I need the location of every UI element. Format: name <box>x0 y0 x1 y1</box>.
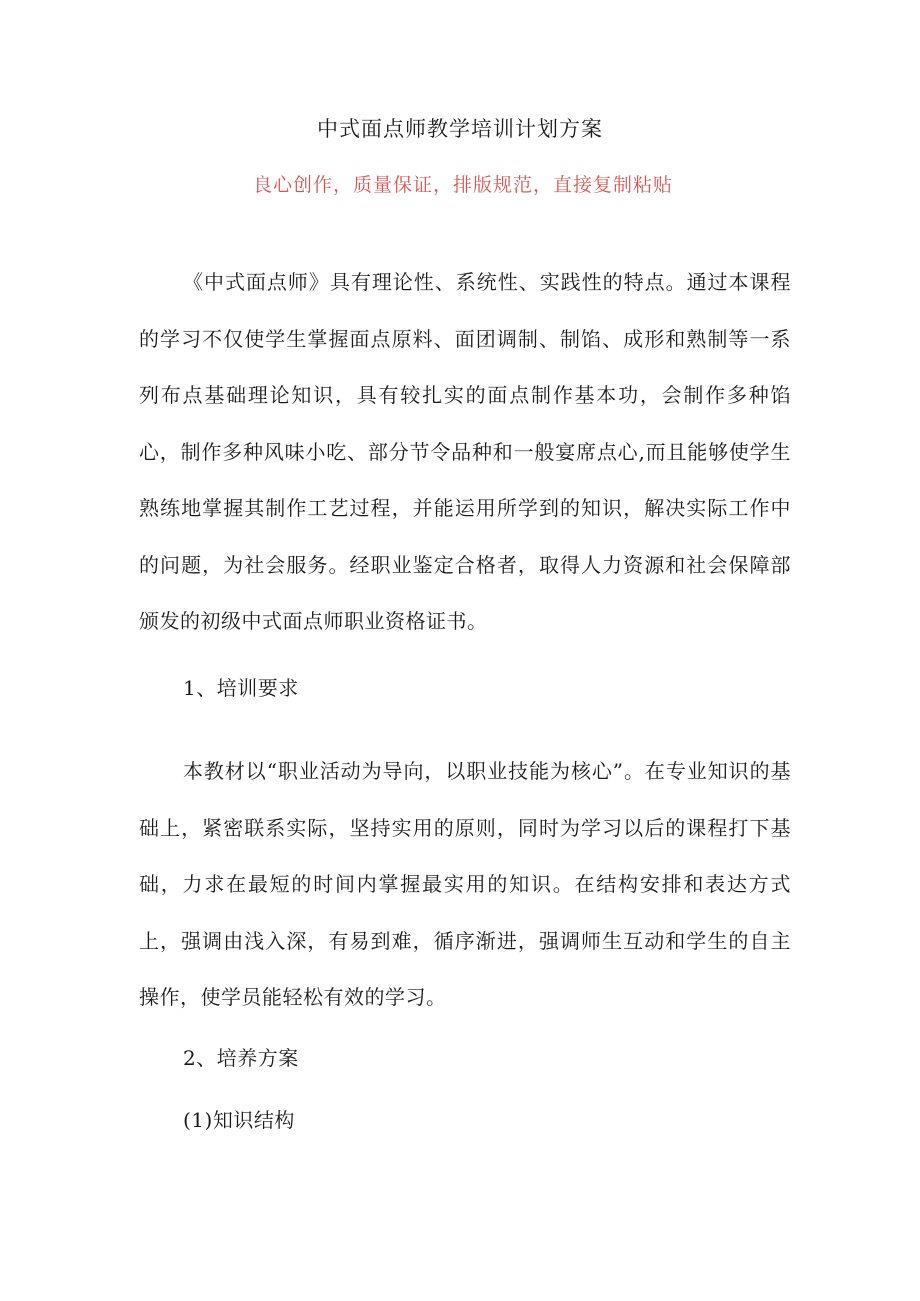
subsection-heading-knowledge-structure: (1)知识结构 <box>183 1108 295 1132</box>
intro-paragraph: 《中式面点师》具有理论性、系统性、实践性的特点。通过本课程的学习不仅使学生掌握面点原料、面团调制、制馅、成形和熟制等一系列布点基础理论知识，具有较扎实的面点制作基本功，会制作多种馅心，制作多种风味小吃、部分节令品种和一般宴席点心,而且能够使学生熟练地掌握其制作工艺过程，并能运用所学到的知识，解决实际工作中的问题，为社会服务。经职业鉴定合格者，取得人力资源和社会保障部颁发的初级中式面点师职业资格证书。 <box>139 270 791 633</box>
section-heading-training-plan: 2、培养方案 <box>183 1046 299 1070</box>
document-title: 中式面点师教学培训计划方案 <box>317 117 603 141</box>
document-subtitle: 良心创作，质量保证，排版规范，直接复制粘贴 <box>252 174 673 196</box>
section-heading-training-requirements: 1、培训要求 <box>183 676 299 700</box>
requirements-paragraph: 本教材以“职业活动为导向，以职业技能为核心”。在专业知识的基础上，紧密联系实际，坚持实用的原则，同时为学习以后的课程打下基础，力求在最短的时间内掌握最实用的知识。在结构安排和表达方式上，强调由浅入深，有易到难，循序渐进，强调师生互动和学生的自主操作，使学员能轻松有效的学习。 <box>139 759 791 1009</box>
